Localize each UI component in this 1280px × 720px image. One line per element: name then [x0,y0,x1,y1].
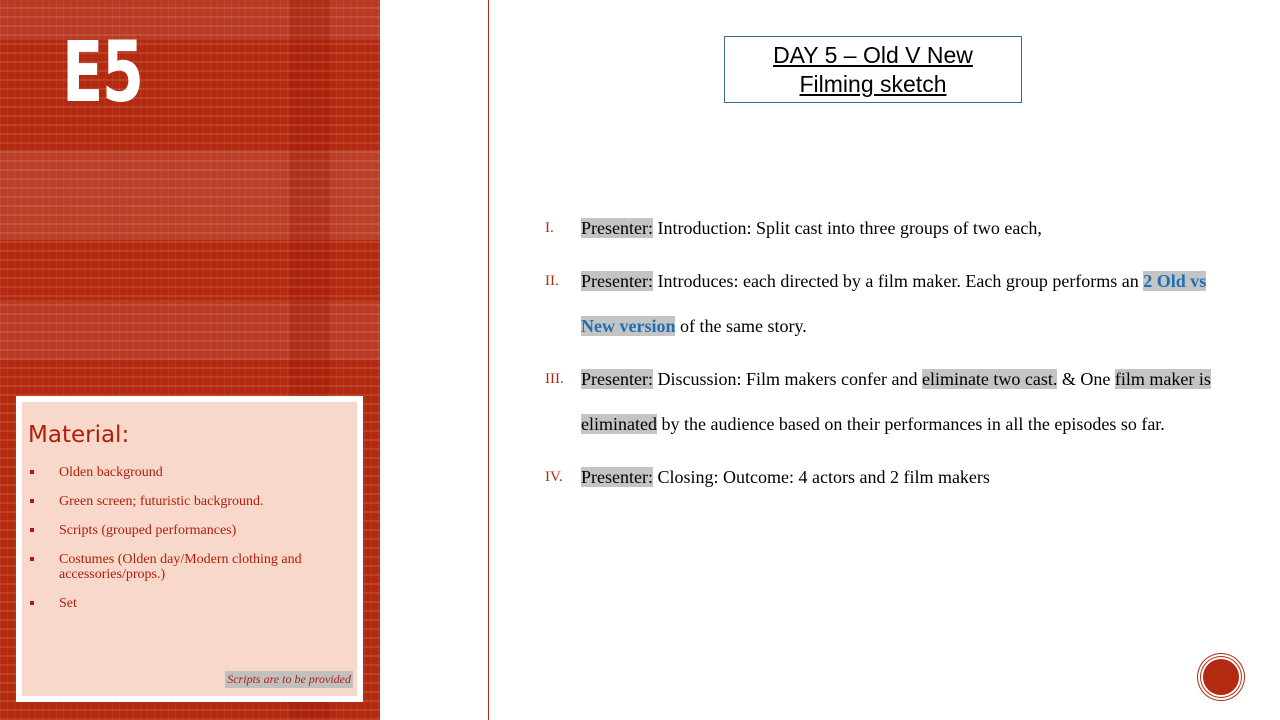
agenda-item [545,357,1235,447]
divider-strip [380,0,489,720]
presenter-label: Presenter: [581,369,653,389]
agenda-item [545,206,1235,251]
material-item: Scripts (grouped performances) [28,523,353,538]
material-box [16,396,363,702]
item-number: II. [545,273,559,289]
bullet-icon [30,528,34,532]
item-text: by the audience based on their performances in all the episodes so far. [656,414,1165,434]
slide-title-line2: Filming sketch [799,71,947,97]
material-list [28,465,353,625]
material-item: Set [28,596,353,611]
material-note: Scripts are to be provided [227,672,351,686]
bullet-icon [30,557,34,561]
item-text: Introduces: each directed by a film maker. Each group performs an [652,271,1144,291]
presenter-label: Presenter: [581,271,653,291]
material-item: Green screen; futuristic background. [28,494,353,509]
bullet-icon [30,499,34,503]
item-text: & One [1057,369,1115,389]
item-text: Introduction: Split cast into three groups of two each, [652,218,1042,238]
item-text: Closing: Outcome: 4 actors and 2 film makers [652,467,990,487]
item-number: I. [545,220,554,236]
material-item: Costumes (Olden day/Modern clothing and accessories/props.) [28,552,353,582]
material-title: Material: [28,422,130,448]
item-number: IV. [545,469,563,485]
presenter-label: Presenter: [581,467,653,487]
agenda-list [545,206,1235,508]
highlight-phrase: eliminate two cast. [921,369,1058,389]
material-item: Olden background [28,465,353,480]
agenda-item [545,259,1235,349]
highlight-phrase: 2 Old vs New version [581,271,1207,336]
slide-title [724,36,1022,103]
episode-label: E5 [62,23,143,121]
bullet-icon [30,470,34,474]
left-decorative-panel [0,0,380,720]
slide-title-line1: DAY 5 – Old V New [773,42,973,68]
item-text: of the same story. [675,316,807,336]
agenda-item [545,455,1235,500]
circle-logo-icon [1198,654,1244,700]
presenter-label: Presenter: [581,218,653,238]
highlight-phrase: film maker is eliminated [581,369,1211,434]
item-number: III. [545,371,564,387]
item-text: Discussion: Film makers confer and [652,369,922,389]
bullet-icon [30,601,34,605]
